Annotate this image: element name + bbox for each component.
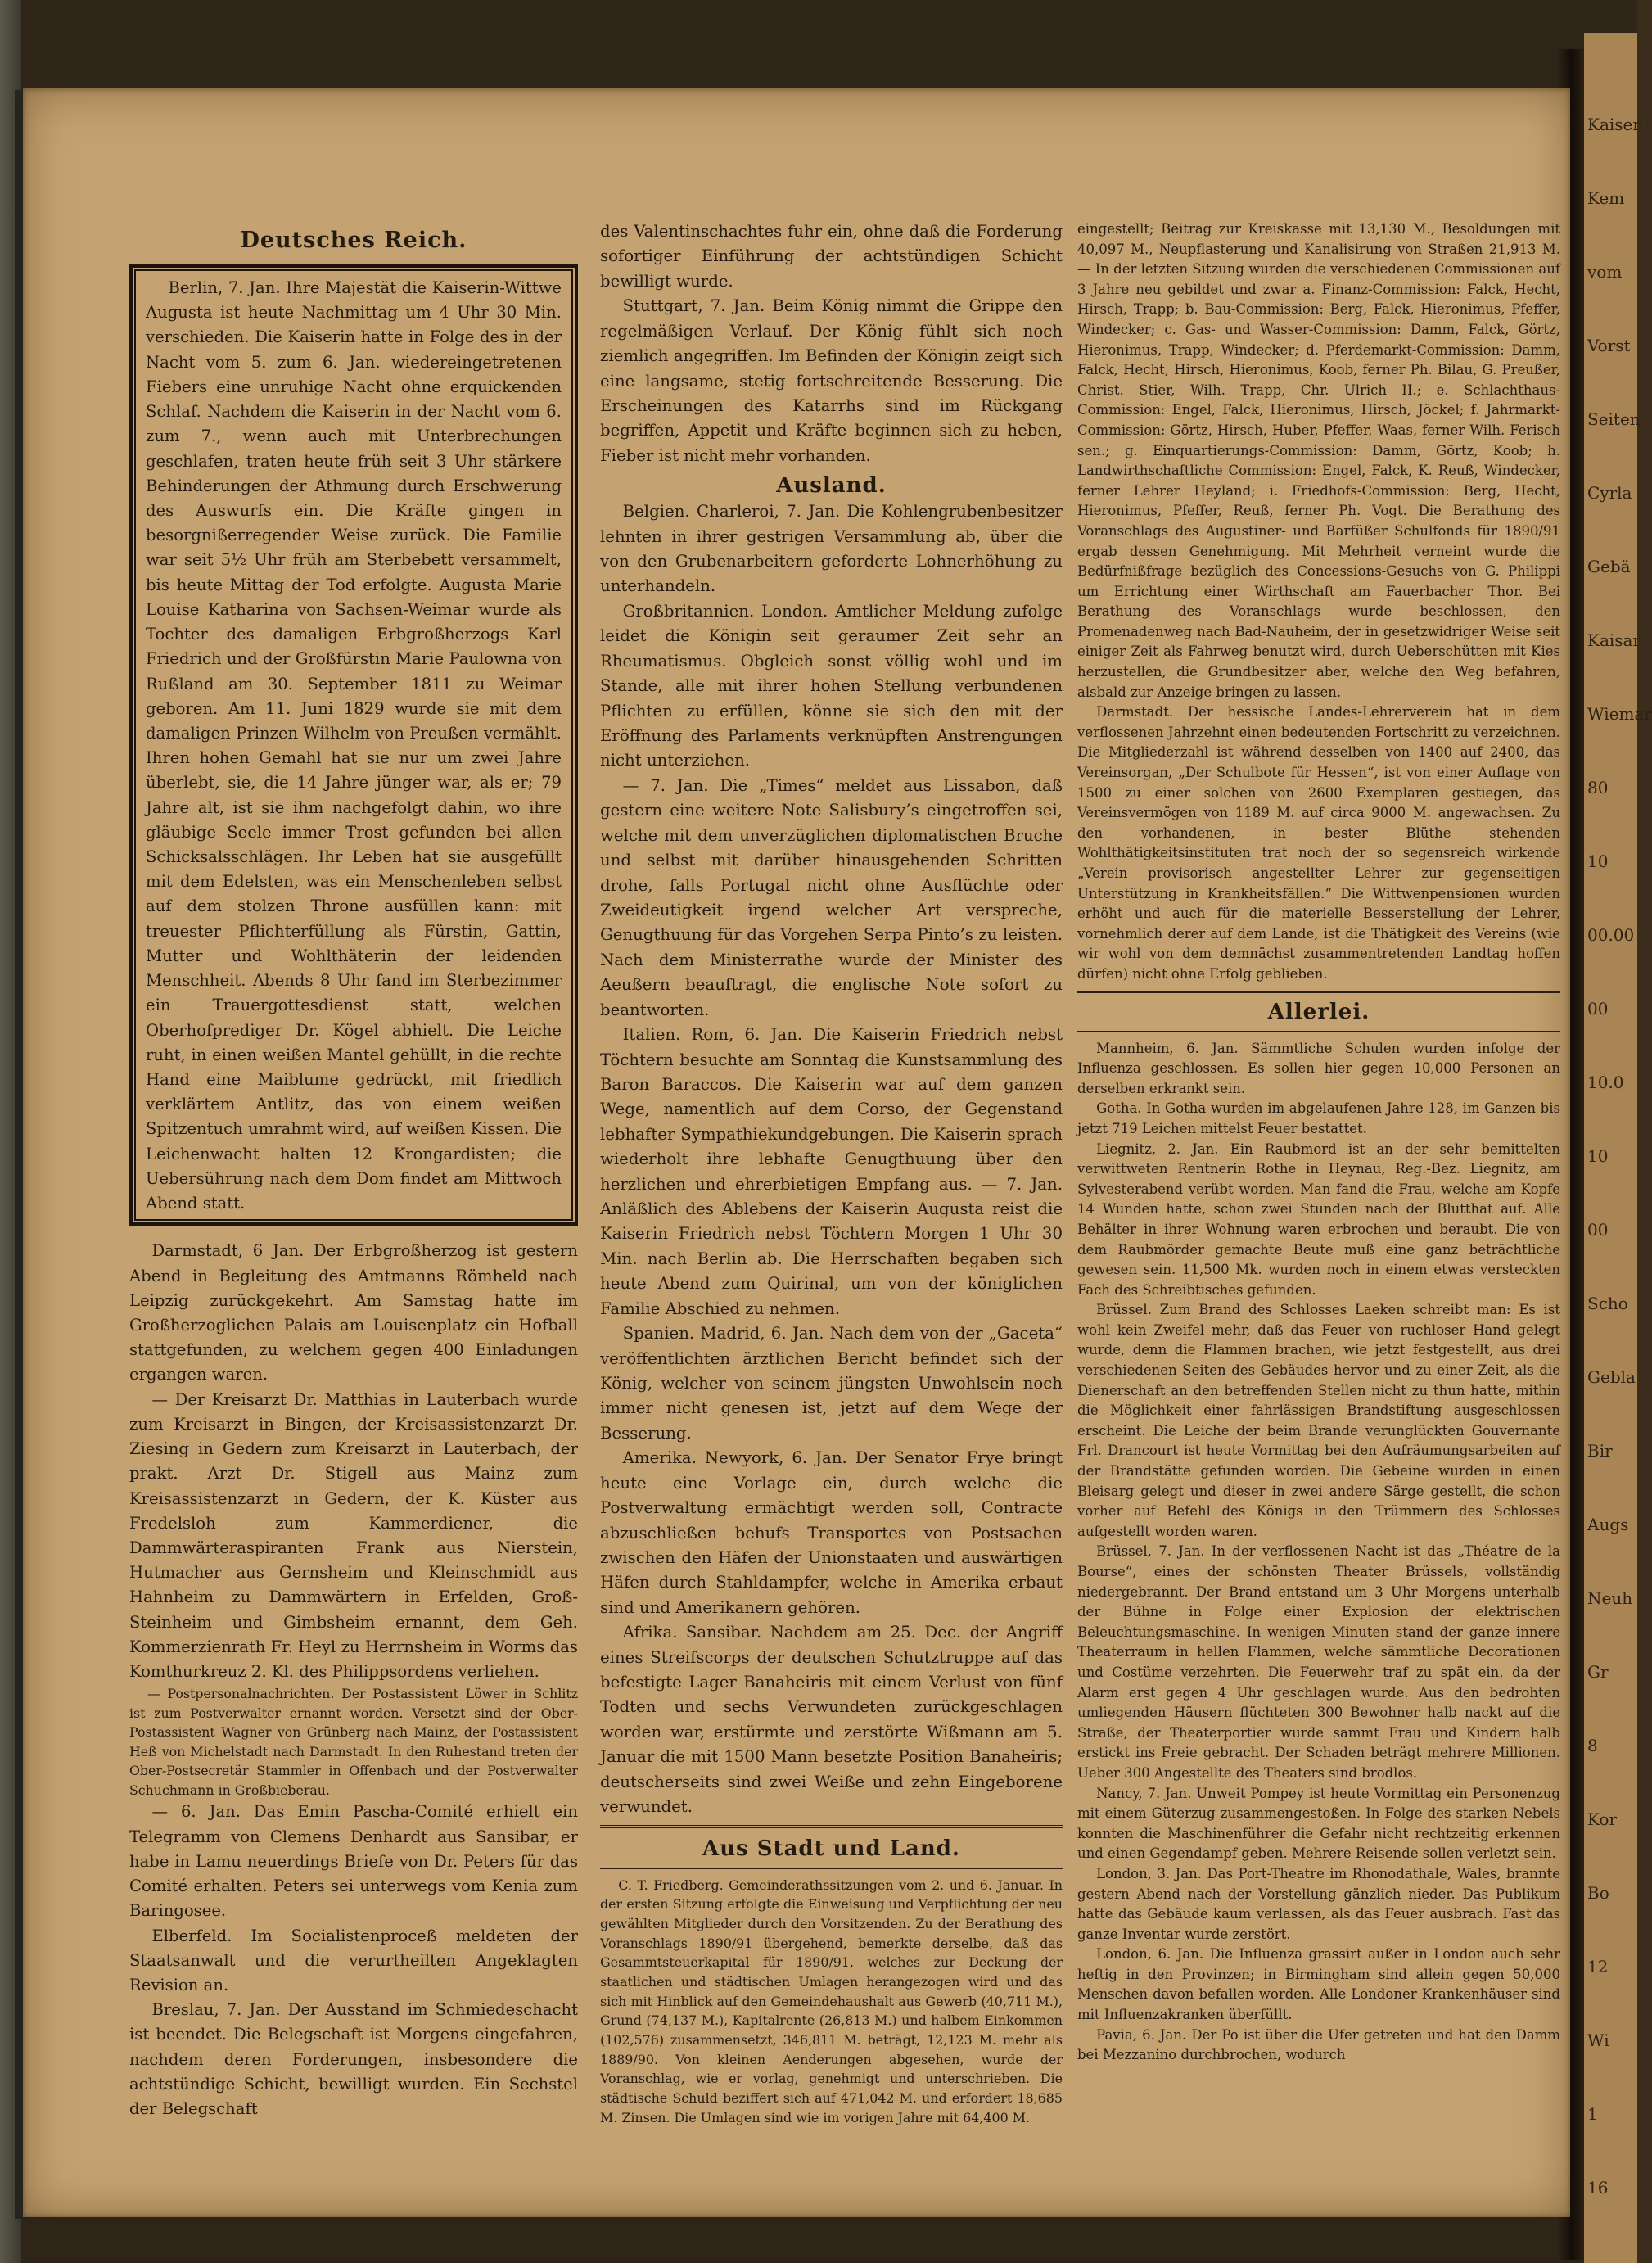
next-page-fragment: Seiten [1587,409,1641,429]
stadt-land-heading: Aus Stadt und Land. [702,1836,960,1861]
ausland-heading: Ausland. [776,473,887,499]
article: Spanien. Madrid, 6. Jan. Nach dem von der „Gaceta“ veröffentlichten ärztlichen Bericht befindet sich der König, welcher von seinem jüngsten Unwohlsein noch immer nicht genesen ist, jetzt auf dem Wege der Besserung. [600,1324,1063,1443]
next-page-fragment: Neuh [1587,1588,1633,1608]
news-item: Pavia, 6. Jan. Der Po ist über die Ufer getreten und hat den Damm bei Mezzanino durchbrochen, wodurch [1077,2026,1560,2063]
article: des Valentinschachtes fuhr ein, ohne daß die Forderung sofortiger Einführung der achtstündigen Schicht bewilligt wurde. [600,222,1063,291]
news-item: Gotha. In Gotha wurden im abgelaufenen Jahre 128, im Ganzen bis jetzt 719 Leichen mittelst Feuer bestattet. [1077,1100,1560,1136]
article: — 7. Jan. Die „Times“ meldet aus Lissabon, daß gestern eine weitere Note Salisbury’s eingetroffen sei, welche mit dem unverzüglichen diplomatischen Bruche und selbst mit darüber hinausgehenden Schritten drohe, falls Portugal nicht ohne Ausflüchte oder Zweideutigkeit irgend welcher Art verspreche, Genugthuung für das Vorgehen Serpa Pinto’s zu leisten. Nach dem Ministerrathe wurde der Minister des Aeußern beauftragt, die englische Note sofort zu beantworten. [600,775,1063,1019]
next-page-fragment: 16 [1587,2178,1609,2198]
news-item: Mannheim, 6. Jan. Sämmtliche Schulen wurden infolge der Influenza geschlossen. Es sollen hier gegen 10,000 Personen an derselben erkrankt sein. [1077,1040,1560,1096]
article: Amerika. Newyork, 6. Jan. Der Senator Frye bringt heute eine Vorlage ein, durch welche die Postverwaltung ermächtigt werden soll, Contracte abzuschließen behufs Transportes von Postsachen zwischen den Häfen der Unionstaaten und auswärtigen Häfen durch Stahldampfer, welche in Amerika erbaut sind und Amerikanern gehören. [600,1448,1063,1617]
column-2 [600,219,1063,2128]
article: Elberfeld. Im Socialistenproceß meldeten der Staatsanwalt und die verurtheilten Angeklagten Revision an. [129,1926,578,1994]
news-item: Nancy, 7. Jan. Unweit Pompey ist heute Vormittag ein Personenzug mit einem Güterzug zusammengestoßen. In Folge des starken Nebels konnten die Maschinenführer die Gefahr nicht rechtzeitig erkennen und einen Gegendampf geben. Mehrere Reisende sollen verletzt sein. [1077,1785,1560,1862]
divider [600,1825,1063,1828]
next-page-fragment: Gebla [1587,1367,1636,1387]
article: Darmstadt, 6 Jan. Der Erbgroßherzog ist gestern Abend in Begleitung des Amtmanns Römheld nach Leipzig zurückgekehrt. Am Samstag hatte im Großherzoglichen Palais am Louisenplatz ein Hofball stattgefunden, zu welchem gegen 400 Einladungen ergangen waren. [129,1241,578,1384]
next-page-fragment: 00.00 [1587,925,1635,945]
news-item: London, 3. Jan. Das Port-Theatre im Rhonodathale, Wales, brannte gestern Abend nach der Vorstellung gänzlich nieder. Das Publikum hatte das Gebäude kaum verlassen, als das Feuer ausbrach. Fast das ganze Inventar wurde zerstört. [1077,1865,1560,1942]
obituary-text: Berlin, 7. Jan. Ihre Majestät die Kaiserin-Wittwe Augusta ist heute Nachmittag um 4 Uhr 30 Min. verschieden. Die Kaiserin hatte in Folge des in der Nacht vom 5. zum 6. Jan. wiedereingetretenen Fiebers eine unruhige Nacht ohne erquickenden Schlaf. Nachdem die Kaiserin in der Nacht vom 6. zum 7., wenn auch mit Unterbrechungen geschlafen, traten heute früh seit 3 Uhr stärkere Behinderungen der Athmung durch Erschwerung des Auswurfs ein. Die Kräfte gingen in besorgnißerregender Weise zurück. Die Familie war seit 5½ Uhr früh am Sterbebett versammelt, bis heute Mittag der Tod erfolgte. Augusta Marie Louise Katharina von Sachsen-Weimar wurde als Tochter des damaligen Erbgroßherzogs Karl Friedrich und der Großfürstin Marie Paulowna von Rußland am 30. September 1811 zu Weimar geboren. Am 11. Juni 1829 wurde sie mit dem damaligen Prinzen Wilhelm von Preußen vermählt. Ihren hohen Gemahl hat sie nur um zwei Jahre überlebt, sie, die 14 Jahre jünger war, als er; 79 Jahre alt, ist sie ihm nachgefolgt dahin, wo ihre gläubige Seele immer Trost gefunden bei allen Schicksalsschlägen. Ihr Leben hat sie ausgefüllt mit dem Edelsten, was ein Menschenleben selbst auf dem stolzen Throne ausfüllen kann: mit treuester Pflichterfüllung als Fürstin, Gattin, Mutter und Wohlthäterin der leidenden Menschheit. Abends 8 Uhr fand im Sterbezimmer ein Trauergottesdienst statt, welchen Oberhofprediger Dr. Kögel abhielt. Die Leiche ruht, in einen weißen Mantel gehüllt, in die rechte Hand eine Maiblume gedrückt, mit friedlich verklärtem Antlitz, das von einem weißen Spitzentuch umrahmt wird, auf weißen Kissen. Die Leichenwacht halten 12 Krongardisten; die Uebersührung nach dem Dom findet am Mittwoch Abend statt. [146,278,562,1213]
column-3 [1077,219,1560,2066]
newspaper-page [23,88,1570,2217]
next-page-fragment: Kaisar [1587,630,1641,650]
next-page-fragment: Kaiser [1587,115,1641,134]
news-item: Liegnitz, 2. Jan. Ein Raubmord ist an der sehr bemittelten verwittweten Rentnerin Rothe in Heynau, Reg.-Bez. Liegnitz, am Sylvesterabend verübt worden. Man fand die Frau, welche am Kopfe 14 Wunden hatte, schon zwei Stunden nach der Blutthat auf. Alle Behälter in ihrer Wohnung waren erbrochen und beraubt. Die von dem Raubmörder gemachte Beute muß eine ganz beträchtliche gewesen sein. 11,500 Mk. wurden noch in einem etwas versteckten Fach des Schreibtisches gefunden. [1077,1141,1560,1298]
next-page-fragment: vom [1587,262,1623,282]
next-page-fragment: Gebä [1587,557,1631,576]
next-page-fragment: 12 [1587,1957,1609,1976]
article: Stuttgart, 7. Jan. Beim König nimmt die Grippe den regelmäßigen Verlauf. Der König fühlt sich noch ziemlich angegriffen. Im Befinden der Königin zeigt sich eine langsame, stetig fortschreitende Besserung. Die Erscheinungen des Katarrhs sind im Rückgang begriffen, Appetit und Kräfte beginnen sich zu heben, Fieber ist nicht mehr vorhanden. [600,296,1063,465]
article: Italien. Rom, 6. Jan. Die Kaiserin Friedrich nebst Töchtern besuchte am Sonntag die Kunstsammlung des Baron Baraccos. Die Kaiserin war auf dem ganzen Wege, namentlich auf dem Corso, der Gegenstand lebhafter Sympathiekundgebungen. Die Kaiserin sprach wiederholt ihre lebhafte Genugthuung über den herzlichen und ehrerbietigen Empfang aus. — 7. Jan. Anläßlich des Ablebens der Kaiserin Augusta reist die Kaiserin Friedrich nebst Töchtern Morgen 1 Uhr 30 Min. nach Berlin ab. Die Herrschaften begaben sich heute Abend zum Quirinal, um von der königlichen Familie Abschied zu nehmen. [600,1025,1063,1318]
article: — Der Kreisarzt Dr. Matthias in Lauterbach wurde zum Kreisarzt in Bingen, der Kreisassistenzarzt Dr. Ziesing in Gedern zum Kreisarzt in Lauterbach, der prakt. Arzt Dr. Stigell aus Mainz zum Kreisassistenzarzt in Gedern, der K. Küster aus Fredelsloh zum Kammerdiener, die Dammwärteraspiranten Frank aus Nierstein, Hutmacher aus Gernsheim und Kleinschmidt aus Hahnheim zu Dammwärtern in Erfelden, Groß-Steinheim und Gimbsheim ernannt, dem Geh. Kommerzienrath Fr. Heyl zu Herrnsheim in Worms das Komthurkreuz 2. Kl. des Philippsordens verliehen. [129,1389,578,1682]
next-page-fragment: Wi [1587,2030,1609,2050]
next-page-fragment: Cyrla [1587,483,1632,503]
next-page-fragment: 00 [1587,1220,1609,1240]
obituary-box [129,264,578,1226]
next-page-fragment: Augs [1587,1515,1629,1534]
article: Breslau, 7. Jan. Der Ausstand im Schmiedeschacht ist beendet. Die Belegschaft ist Morgens eingefahren, nachdem deren Forderungen, insbesondere die achtstündige Schicht, bewilligt wurden. Ein Sechstel der Belegschaft [129,2000,578,2119]
news-item: London, 6. Jan. Die Influenza grassirt außer in London auch sehr heftig in den Provinzen; in Birmingham sind allein gegen 50,000 Menschen davon befallen worden. Alle Londoner Krankenhäuser sind mit Influenzakranken überfüllt. [1077,1946,1560,2023]
next-page-fragment: Scho [1587,1294,1628,1313]
next-page-fragment: Vorst [1587,336,1631,355]
next-page-fragment: 00 [1587,999,1609,1019]
next-page-fragment: Wiemar [1587,704,1652,724]
article-small: — Postpersonalnachrichten. Der Postassistent Löwer in Schlitz ist zum Postverwalter ernannt worden. Versetzt sind der Ober-Postassistent Wagner von Grünberg nach Mainz, der Postassistent Heß von Michelstadt nach Darmstadt. In den Ruhestand treten der Ober-Postsecretär Stammler in Offenbach und der Postverwalter Schuchmann in Großbieberau. [129,1686,578,1798]
next-page-fragment: 8 [1587,1736,1598,1755]
article: Belgien. Charleroi, 7. Jan. Die Kohlengrubenbesitzer lehnten in ihrer gestrigen Versammlung ab, über die von den Grubenarbeitern geforderte Lohnerhöhung zu unterhandeln. [600,502,1063,596]
divider [600,1868,1063,1869]
next-page-fragment: Kor [1587,1809,1618,1829]
next-page-fragment: 1 [1587,2104,1598,2124]
next-page-edge [1584,33,1652,2263]
article-small: Darmstadt. Der hessische Landes-Lehrerverein hat in dem verflossenen Jahrzehnt einen bedeutenden Fortschritt zu verzeichnen. Die Mitgliederzahl ist während desselben von 1400 auf 2400, das Vereinsorgan, „Der Schulbote für Hessen“, ist von einer Auflage von 1500 zu einer solchen von 2600 Exemplaren gestiegen, das Vereinsvermögen von 1189 M. auf circa 9000 M. angewachsen. Zu den vorhandenen, in bester Blüthe stehenden Wohlthätigkeitsinstituten trat noch der so segensreich wirkende „Verein provisorisch angestellter Lehrer zur gegenseitigen Unterstützung in Krankheitsfällen.“ Die Wittwenpensionen wurden erhöht und auch für die materielle Besserstellung der Lehrer, vornehmlich derer auf dem Lande, ist die Thätigkeit des Vereins (wie wir wohl von dem demnächst zusammentretenden Landtag hoffen dürfen) nicht ohne Erfolg geblieben. [1077,704,1560,982]
next-page-fragment: Gr [1587,1662,1609,1682]
article: Großbritannien. London. Amtlicher Meldung zufolge leidet die Königin seit geraumer Zeit sehr an Rheumatismus. Obgleich sonst völlig wohl und im Stande, alle mit ihrer hohen Stellung verbundenen Pflichten zu erfüllen, könne sie sich den mit der Eröffnung des Parlaments verknüpften Anstrengungen nicht unterziehen. [600,601,1063,770]
column-1 [129,228,578,2121]
divider [1077,991,1560,993]
divider [1077,1031,1560,1032]
next-page-fragment: Kem [1587,188,1625,208]
next-page-fragment: Bo [1587,1883,1609,1903]
next-page-fragment: Bir [1587,1441,1613,1461]
article: — 6. Jan. Das Emin Pascha-Comité erhielt ein Telegramm von Clemens Denhardt aus Sansibar, er habe in Lamu neuerdings Briefe von Dr. Peters für das Comité erhalten. Peters sei unterwegs vom Kenia zum Baringosee. [129,1802,578,1921]
news-item: Brüssel. Zum Brand des Schlosses Laeken schreibt man: Es ist wohl kein Zweifel mehr, daß das Feuer von ruchloser Hand gelegt wurde, denn die Flammen brachen, wie jetzt festgestellt, aus drei verschiedenen Seiten des Gebäudes hervor und zu einer Zeit, als die Dienerschaft an den betreffenden Stellen nicht zu thun hatte, mithin die Möglichkeit einer fahrlässigen Brandstiftung ausgeschlossen erscheint. Die Leiche der beim Brande verunglückten Gouvernante Frl. Drancourt ist heute Vormittag bei den Aufräumungsarbeiten auf der Brandstätte gefunden worden. Die Gebeine wurden in einen Bleisarg gelegt und dieser in zwei andere Särge gestellt, die schon vorher auf Befehl des Königs in den Trümmern des Schlosses aufgestellt worden waren. [1077,1302,1560,1539]
article-small: C. T. Friedberg. Gemeinderathssitzungen vom 2. und 6. Januar. In der ersten Sitzung erfolgte die Einweisung und Verpflichtung der neu gewählten Mitglieder durch den Vorsitzenden. Zu der Berathung des Voranschlags 1890/91 übergehend, bemerkte derselbe, daß das Gesammtsteuerkapital für 1890/91, welches zur Deckung der staatlichen und städtischen Umlagen herangezogen wird und das sich mit Hinblick auf den Gemeindehaushalt aus Gewerb (40,711 M.), Grund (74,137 M.), Kapitalrente (26,813 M.) und halbem Einkommen (102,576) zusammensetzt, 346,811 M. beträgt, 12,123 M. mehr als 1889/90. Von kleinen Aenderungen abgesehen, wurde der Voranschlag, wie er vorlag, genehmigt und unterschrieben. Die städtische Schuld beziffert sich auf 471,042 M. und erfordert 18,685 M. Zinsen. Die Umlagen sind wie im vorigen Jahre mit 64,400 M. [600,1877,1063,2125]
allerlei-heading: Allerlei. [1267,999,1370,1024]
next-page-fragment: 10.0 [1587,1073,1624,1092]
section-heading: Deutsches Reich. [240,228,467,253]
next-page-fragment: 80 [1587,778,1609,797]
article-small: eingestellt; Beitrag zur Kreiskasse mit 13,130 M., Besoldungen mit 40,097 M., Neupflasterung und Kanalisirung von Straßen 21,913 M. — In der letzten Sitzung wurden die verschiedenen Commissionen auf 3 Jahre neu gebildet und zwar a. Finanz-Commission: Falck, Hecht, Hirsch, Trapp; b. Bau-Commission: Berg, Falck, Hieronimus, Pfeffer, Windecker; c. Gas- und Wasser-Commission: Damm, Falck, Görtz, Hieronimus, Trapp, Windecker; d. Pferdemarkt-Commission: Damm, Falck, Hecht, Hirsch, Hieronimus, Koob, ferner Ph. Bilau, G. Preußer, Christ. Stier, Wilh. Trapp, Chr. Ulrich II.; e. Schlachthaus-Commission: Engel, Falck, Hieronimus, Hirsch, Jöckel; f. Jahrmarkt-Commission: Görtz, Hirsch, Huber, Pfeffer, Waas, ferner Wilh. Ferisch sen.; g. Einquartierungs-Commission: Damm, Görtz, Koob; h. Landwirthschaftliche Commission: Engel, Falck, K. Reuß, Windecker, ferner Lehrer Heyland; i. Friedhofs-Commission: Berg, Hecht, Hieronimus, Pfeffer, Reuß, ferner Ph. Vogt. Die Berathung des Voranschlags des Augustiner- und Barfüßer Schulfonds für 1890/91 ergab dessen Genehmigung. Mit Mehrheit verneint wurde die Bedürfnißfrage bezüglich des Concessions-Gesuchs von G. Philippi um Errichtung einer Wirthschaft am Fauerbacher Thor. Bei Berathung des Voranschlags wurde beschlossen, den Promenadenweg nach Bad-Nauheim, der in gesetzwidriger Weise seit einiger Zeit als Fahrweg benutzt wird, durch Ueberschütten mit Kies herzustellen, die Grundbesitzer aber, welche den Weg befahren, alsbald zur Anzeige bringen zu lassen. [1077,221,1560,700]
article: Afrika. Sansibar. Nachdem am 25. Dec. der Angriff eines Streifscorps der deutschen Schutztruppe auf das befestigte Lager Banaheiris mit einem Verlust von fünf Todten und sechs Verwundeten zurückgeschlagen worden war, erstürmte und zerstörte Wißmann am 5. Januar die mit 1500 Mann besetzte Position Banaheiris; deutscherseits sind zwei Weiße und zehn Eingeborene verwundet. [600,1623,1063,1817]
next-page-fragment: 10 [1587,851,1609,871]
news-item: Brüssel, 7. Jan. In der verflossenen Nacht ist das „Théatre de la Bourse“, eines der schönsten Theater Brüssels, vollständig niedergebrannt. Der Brand entstand um 3 Uhr Morgens unterhalb der Bühne in Folge einer Explosion der elektrischen Beleuchtungsmaschine. In wenigen Minuten stand der ganze innere Theaterraum in hellen Flammen, welche sämmtliche Decorationen und Costüme verzehrten. Die Feuerwehr traf zu spät ein, da der Alarm erst gegen 4 Uhr geschlagen wurde. Aus den bedrohten umliegenden Häusern flüchteten 300 Bewohner halb nackt auf die Straße, der Theaterportier wurde sammt Frau und Kindern halb erstickt ins Freie gebracht. Der Schaden beträgt mehrere Millionen. Ueber 300 Angestellte des Theaters sind brodlos. [1077,1543,1560,1781]
next-page-fragment: 10 [1587,1146,1609,1166]
